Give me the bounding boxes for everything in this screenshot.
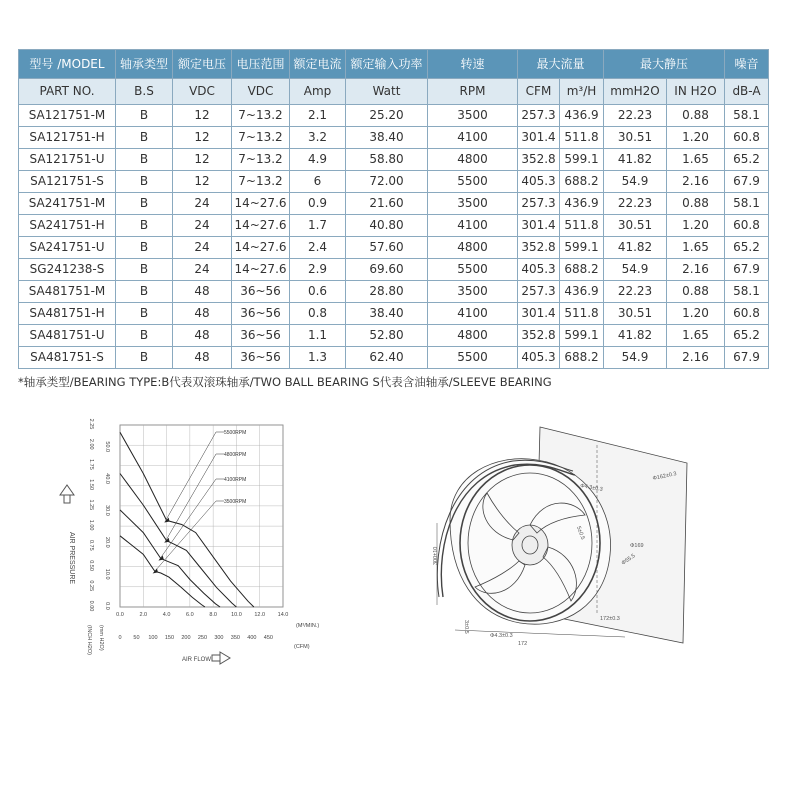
table-cell: B — [116, 325, 173, 347]
table-cell: 599.1 — [560, 237, 604, 259]
y-axis-arrow-icon — [60, 485, 74, 503]
table-cell: 7~13.2 — [232, 171, 290, 193]
table-cell: 5500 — [428, 347, 518, 369]
y-tick-inch: 2.25 — [88, 418, 94, 430]
unit-header: CFM — [518, 79, 560, 105]
x-tick-cfm: 400 — [247, 635, 257, 641]
table-cell: 30.51 — [604, 127, 667, 149]
table-cell: SA241751-H — [19, 215, 116, 237]
table-cell: 0.88 — [667, 193, 725, 215]
table-cell: 36~56 — [232, 303, 290, 325]
table-cell: 7~13.2 — [232, 127, 290, 149]
table-row — [19, 325, 769, 347]
table-cell: 4100 — [428, 127, 518, 149]
table-cell: 24 — [173, 193, 232, 215]
table-cell: 60.8 — [725, 215, 769, 237]
dimension-label: Φ162±0.3 — [652, 471, 678, 482]
table-cell: 688.2 — [560, 259, 604, 281]
table-cell: 36~56 — [232, 281, 290, 303]
table-cell: 65.2 — [725, 149, 769, 171]
column-header: 电压范围 — [232, 50, 290, 79]
table-cell: 22.23 — [604, 193, 667, 215]
performance-chart — [40, 405, 330, 670]
table-cell: 22.23 — [604, 281, 667, 303]
table-cell: SA121751-H — [19, 127, 116, 149]
x-tick-m3: 4.0 — [162, 612, 171, 618]
table-cell: 24 — [173, 215, 232, 237]
table-cell: 436.9 — [560, 105, 604, 127]
y-tick-inch: 1.75 — [88, 459, 94, 470]
table-cell: SA481751-H — [19, 303, 116, 325]
y-tick-mm: 10.0 — [104, 568, 110, 580]
table-cell: 4800 — [428, 325, 518, 347]
table-cell: SG241238-S — [19, 259, 116, 281]
table-cell: 257.3 — [518, 193, 560, 215]
dimension-label: Φ169 — [630, 543, 644, 549]
table-cell: 21.60 — [346, 193, 428, 215]
table-cell: SA481751-U — [19, 325, 116, 347]
table-cell: 2.16 — [667, 259, 725, 281]
table-cell: 3.2 — [290, 127, 346, 149]
table-cell: 69.60 — [346, 259, 428, 281]
y-tick-mm: 20.0 — [104, 536, 110, 548]
unit-header: PART NO. — [19, 79, 116, 105]
table-cell: 2.9 — [290, 259, 346, 281]
table-cell: 58.1 — [725, 193, 769, 215]
table-cell: 48 — [173, 303, 232, 325]
chart-curves — [120, 430, 254, 607]
table-cell: 14~27.6 — [232, 259, 290, 281]
x-tick-cfm: 300 — [214, 635, 224, 641]
table-cell: 38.40 — [346, 303, 428, 325]
table-row — [19, 215, 769, 237]
table-cell: 12 — [173, 105, 232, 127]
table-cell: 41.82 — [604, 149, 667, 171]
table-cell: 24 — [173, 237, 232, 259]
table-row — [19, 105, 769, 127]
x-tick-m3: 2.0 — [139, 612, 148, 618]
table-cell: 599.1 — [560, 325, 604, 347]
unit-header: VDC — [232, 79, 290, 105]
table-cell: 12 — [173, 171, 232, 193]
table-cell: B — [116, 347, 173, 369]
table-row — [19, 259, 769, 281]
y-unit-inch: (INCH H2O) — [86, 625, 92, 655]
table-cell: 688.2 — [560, 347, 604, 369]
series-label: 4800RPM — [224, 452, 247, 458]
y-tick-inch: 0.00 — [88, 600, 94, 612]
table-cell: SA481751-S — [19, 347, 116, 369]
table-cell: 72.00 — [346, 171, 428, 193]
table-cell: 0.88 — [667, 105, 725, 127]
unit-row — [19, 79, 769, 105]
x-tick-cfm: 350 — [230, 635, 240, 641]
table-cell: 1.65 — [667, 325, 725, 347]
unit-header: m³/H — [560, 79, 604, 105]
x-tick-m3: 6.0 — [186, 612, 194, 618]
fan-hub — [512, 525, 548, 565]
table-cell: 12 — [173, 149, 232, 171]
table-cell: B — [116, 193, 173, 215]
table-cell: 14~27.6 — [232, 215, 290, 237]
table-cell: 54.9 — [604, 259, 667, 281]
chart-ticks — [88, 419, 288, 641]
table-row — [19, 347, 769, 369]
table-cell: 0.88 — [667, 281, 725, 303]
table-cell: 257.3 — [518, 281, 560, 303]
x-tick-m3: 10.0 — [231, 612, 242, 618]
table-cell: 41.82 — [604, 237, 667, 259]
unit-header: Watt — [346, 79, 428, 105]
table-row — [19, 171, 769, 193]
table-cell: 30.51 — [604, 215, 667, 237]
table-cell: B — [116, 237, 173, 259]
table-cell: 58.1 — [725, 281, 769, 303]
dimension-label: Φ4.3±0.3 — [579, 483, 604, 493]
column-header: 轴承类型 — [116, 50, 173, 79]
x-tick-cfm: 50 — [133, 635, 140, 641]
table-row — [19, 281, 769, 303]
table-cell: 28.80 — [346, 281, 428, 303]
table-cell: 48 — [173, 325, 232, 347]
table-cell: 4.9 — [290, 149, 346, 171]
table-cell: SA241751-U — [19, 237, 116, 259]
x-tick-m3: 8.0 — [209, 612, 217, 618]
table-cell: 67.9 — [725, 171, 769, 193]
table-cell: 7~13.2 — [232, 105, 290, 127]
y-tick-inch: 0.25 — [88, 580, 94, 592]
unit-header: B.S — [116, 79, 173, 105]
x-tick-m3: 14.0 — [277, 612, 289, 618]
table-cell: 14~27.6 — [232, 237, 290, 259]
dimension-label: 172±0.3 — [600, 616, 620, 622]
table-cell: 67.9 — [725, 259, 769, 281]
x-tick-m3: 12.0 — [254, 612, 266, 618]
table-row — [19, 303, 769, 325]
table-cell: 405.3 — [518, 259, 560, 281]
dimension-label: 5±0.5 — [575, 525, 586, 541]
table-cell: 25.20 — [346, 105, 428, 127]
chart-grid — [120, 425, 283, 607]
table-cell: 48 — [173, 347, 232, 369]
table-cell: 257.3 — [518, 105, 560, 127]
dimension-label: 3±0.5 — [463, 620, 469, 634]
column-header: 转速 — [428, 50, 518, 79]
table-cell: 58.1 — [725, 105, 769, 127]
x-tick-cfm: 100 — [148, 635, 158, 641]
column-header: 型号 /MODEL — [19, 50, 116, 79]
column-header: 最大静压 — [604, 50, 725, 79]
table-cell: 12 — [173, 127, 232, 149]
table-cell: 1.7 — [290, 215, 346, 237]
table-cell: B — [116, 215, 173, 237]
table-cell: 2.1 — [290, 105, 346, 127]
x-tick-m3: 0.0 — [116, 612, 124, 618]
table-cell: 1.20 — [667, 215, 725, 237]
table-cell: B — [116, 105, 173, 127]
table-cell: 2.16 — [667, 347, 725, 369]
table-cell: 6 — [290, 171, 346, 193]
series-label: 3500RPM — [224, 499, 247, 505]
table-cell: B — [116, 259, 173, 281]
table-cell: 4100 — [428, 215, 518, 237]
table-cell: 1.3 — [290, 347, 346, 369]
table-row — [19, 127, 769, 149]
column-header: 额定输入功率 — [346, 50, 428, 79]
x-tick-cfm: 250 — [197, 635, 208, 641]
table-cell: SA121751-U — [19, 149, 116, 171]
unit-header: mmH2O — [604, 79, 667, 105]
table-cell: 36~56 — [232, 347, 290, 369]
table-cell: 0.6 — [290, 281, 346, 303]
bearing-footnote: *轴承类型/BEARING TYPE:B代表双滚珠轴承/TWO BALL BEARING S代表含油轴承/SLEEVE BEARING — [18, 375, 552, 389]
y-tick-mm: 40.0 — [104, 473, 110, 484]
table-cell: SA121751-M — [19, 105, 116, 127]
table-cell: B — [116, 281, 173, 303]
curve-4100rpm — [120, 510, 220, 607]
table-cell: 599.1 — [560, 149, 604, 171]
table-cell: 301.4 — [518, 127, 560, 149]
table-cell: 7~13.2 — [232, 149, 290, 171]
fan-drawing — [425, 415, 695, 655]
y-tick-inch: 0.75 — [88, 539, 94, 551]
table-cell: 1.20 — [667, 303, 725, 325]
y-tick-inch: 1.50 — [88, 479, 94, 491]
y-unit-mm: (mm H2O) — [98, 625, 104, 651]
table-cell: 3500 — [428, 193, 518, 215]
table-cell: 52.80 — [346, 325, 428, 347]
dimension-label: 172 — [518, 641, 528, 647]
y-tick-mm: 0.0 — [104, 602, 110, 610]
table-cell: 41.82 — [604, 325, 667, 347]
table-cell: 40.80 — [346, 215, 428, 237]
table-row — [19, 149, 769, 171]
table-cell: 0.9 — [290, 193, 346, 215]
curve-5500rpm — [120, 432, 254, 607]
table-cell: 30.51 — [604, 303, 667, 325]
x-tick-cfm: 0 — [118, 635, 122, 641]
x-unit-cfm: (CFM) — [294, 644, 310, 650]
table-cell: B — [116, 303, 173, 325]
table-cell: 3500 — [428, 105, 518, 127]
table-cell: 352.8 — [518, 325, 560, 347]
spec-table — [18, 49, 769, 369]
table-cell: 405.3 — [518, 171, 560, 193]
table-cell: 54.9 — [604, 171, 667, 193]
table-cell: 511.8 — [560, 215, 604, 237]
table-cell: 511.8 — [560, 303, 604, 325]
table-cell: SA121751-S — [19, 171, 116, 193]
table-cell: 2.16 — [667, 171, 725, 193]
table-cell: 436.9 — [560, 281, 604, 303]
table-cell: 24 — [173, 259, 232, 281]
dimension-label: Φ4.3±0.3 — [490, 633, 513, 639]
table-cell: 5500 — [428, 259, 518, 281]
unit-header: IN H2O — [667, 79, 725, 105]
table-cell: 4800 — [428, 149, 518, 171]
table-cell: 58.80 — [346, 149, 428, 171]
table-cell: 60.8 — [725, 127, 769, 149]
table-row — [19, 193, 769, 215]
table-cell: 405.3 — [518, 347, 560, 369]
curve-leader-line — [165, 432, 216, 522]
table-cell: B — [116, 149, 173, 171]
unit-header: RPM — [428, 79, 518, 105]
unit-header: Amp — [290, 79, 346, 105]
table-cell: 67.9 — [725, 347, 769, 369]
x-tick-cfm: 200 — [181, 635, 191, 641]
unit-header: dB-A — [725, 79, 769, 105]
x-axis-arrow-icon — [212, 652, 230, 664]
column-header: 额定电流 — [290, 50, 346, 79]
table-cell: 57.60 — [346, 237, 428, 259]
table-cell: 1.65 — [667, 237, 725, 259]
y-tick-mm: 30.0 — [104, 505, 110, 516]
table-cell: 22.23 — [604, 105, 667, 127]
x-axis-label: AIR FLOW — [182, 657, 212, 663]
table-cell: 5500 — [428, 171, 518, 193]
series-label: 5500RPM — [224, 430, 247, 436]
table-cell: 48 — [173, 281, 232, 303]
table-cell: 38.40 — [346, 127, 428, 149]
y-tick-inch: 2.00 — [88, 438, 94, 450]
table-cell: 65.2 — [725, 325, 769, 347]
unit-header: VDC — [173, 79, 232, 105]
plot-frame — [120, 425, 283, 607]
y-axis-label: AIR PRESSURE — [68, 531, 75, 585]
table-cell: B — [116, 127, 173, 149]
series-label: 4100RPM — [224, 477, 247, 483]
table-cell: B — [116, 171, 173, 193]
table-cell: 301.4 — [518, 303, 560, 325]
table-body — [19, 105, 769, 369]
y-tick-inch: 0.50 — [88, 560, 94, 571]
table-cell: 1.65 — [667, 149, 725, 171]
x-tick-cfm: 450 — [263, 635, 273, 641]
table-cell: 65.2 — [725, 237, 769, 259]
table-cell: 2.4 — [290, 237, 346, 259]
table-cell: 4800 — [428, 237, 518, 259]
table-cell: 14~27.6 — [232, 193, 290, 215]
table-cell: 54.9 — [604, 347, 667, 369]
table-cell: 436.9 — [560, 193, 604, 215]
dimension-label: 300±10 — [433, 546, 439, 565]
column-header: 噪音 — [725, 50, 769, 79]
table-cell: 0.8 — [290, 303, 346, 325]
table-cell: 301.4 — [518, 215, 560, 237]
table-cell: 4100 — [428, 303, 518, 325]
table-cell: 352.8 — [518, 149, 560, 171]
table-cell: 60.8 — [725, 303, 769, 325]
x-unit-m3: (M³/MIN.) — [296, 623, 320, 629]
table-cell: 3500 — [428, 281, 518, 303]
table-cell: SA241751-M — [19, 193, 116, 215]
table-cell: 352.8 — [518, 237, 560, 259]
table-cell: SA481751-M — [19, 281, 116, 303]
table-cell: 1.20 — [667, 127, 725, 149]
y-tick-mm: 50.0 — [104, 441, 110, 453]
table-cell: 62.40 — [346, 347, 428, 369]
table-cell: 511.8 — [560, 127, 604, 149]
x-tick-cfm: 150 — [164, 635, 175, 641]
table-cell: 1.1 — [290, 325, 346, 347]
column-header: 最大流量 — [518, 50, 604, 79]
column-header: 额定电压 — [173, 50, 232, 79]
table-cell: 36~56 — [232, 325, 290, 347]
header-row — [19, 50, 769, 79]
dimension-label: Φ55.5 — [620, 553, 637, 567]
table-cell: 688.2 — [560, 171, 604, 193]
y-tick-inch: 1.25 — [88, 499, 94, 511]
table-row — [19, 237, 769, 259]
y-tick-inch: 1.00 — [88, 519, 94, 531]
